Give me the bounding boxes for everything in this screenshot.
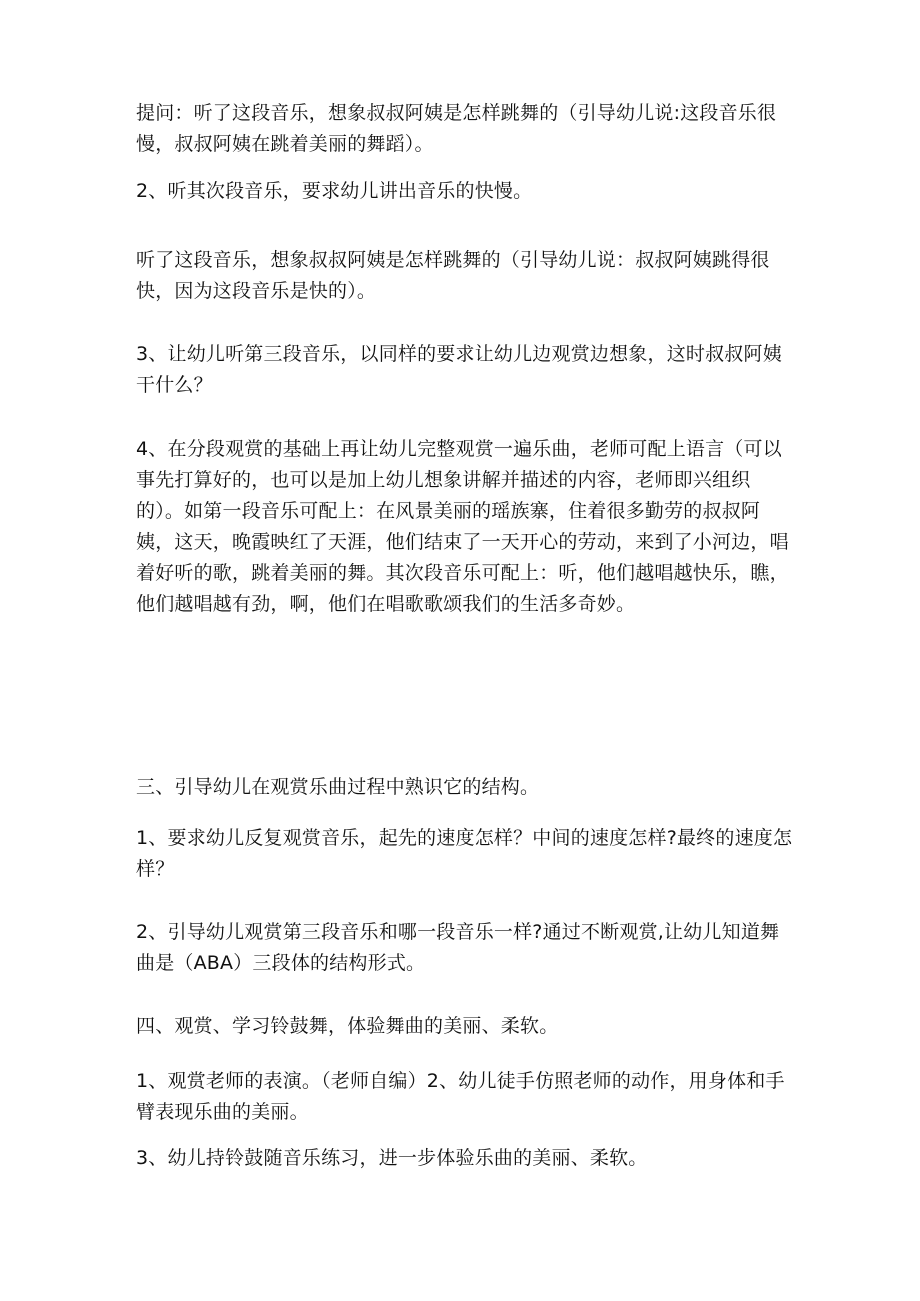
paragraph-dance-step-3: 3、幼儿持铃鼓随音乐练习，进一步体验乐曲的美丽、柔软。: [136, 1147, 648, 1169]
paragraph-dance-steps-1-2: 1、观赏老师的表演。（老师自编）2、幼儿徒手仿照老师的动作，用身体和手臂表现乐曲的美丽。: [136, 1070, 785, 1123]
section-heading-three: 三、引导幼儿在观赏乐曲过程中熟识它的结构。: [136, 776, 540, 798]
paragraph-question-fast-music: 听了这段音乐，想象叔叔阿姨是怎样跳舞的（引导幼儿说：叔叔阿姨跳得很快，因为这段音乐是快的）。: [136, 249, 770, 302]
section-heading-four: 四、观赏、学习铃鼓舞，体验舞曲的美丽、柔软。: [136, 1015, 559, 1037]
paragraph-structure-step-2: 2、引导幼儿观赏第三段音乐和哪一段音乐一样?通过不断观赏,让幼儿知道舞曲是（ABA）三段体的结构形式。: [136, 921, 780, 974]
paragraph-question-slow-music: 提问：听了这段音乐，想象叔叔阿姨是怎样跳舞的（引导幼儿说:这段音乐很慢，叔叔阿姨在跳着美丽的舞蹈）。: [136, 102, 777, 155]
paragraph-structure-step-1: 1、要求幼儿反复观赏音乐，起先的速度怎样？中间的速度怎样?最终的速度怎样？: [136, 827, 793, 880]
paragraph-step-3-third-music: 3、让幼儿听第三段音乐，以同样的要求让幼儿边观赏边想象，这时叔叔阿姨干什么？: [136, 343, 782, 396]
paragraph-step-4-full-appreciation: 4、在分段观赏的基础上再让幼儿完整观赏一遍乐曲，老师可配上语言（可以事先打算好的，也可以是加上幼儿想象讲解并描述的内容，老师即兴组织的）。如第一段音乐可配上：在风景美丽的瑶族寨，住着很多勤劳的叔叔阿姨，这天，晚霞映红了天涯，他们结束了一天开心的劳动，来到了小河边，唱着好听的歌，跳着美丽的舞。其次段音乐可配上：听，他们越唱越快乐，瞧，他们越唱越有劲，啊，他们在唱歌歌颂我们的生活多奇妙。: [136, 438, 789, 615]
paragraph-step-2-second-music: 2、听其次段音乐，要求幼儿讲出音乐的快慢。: [136, 180, 533, 202]
